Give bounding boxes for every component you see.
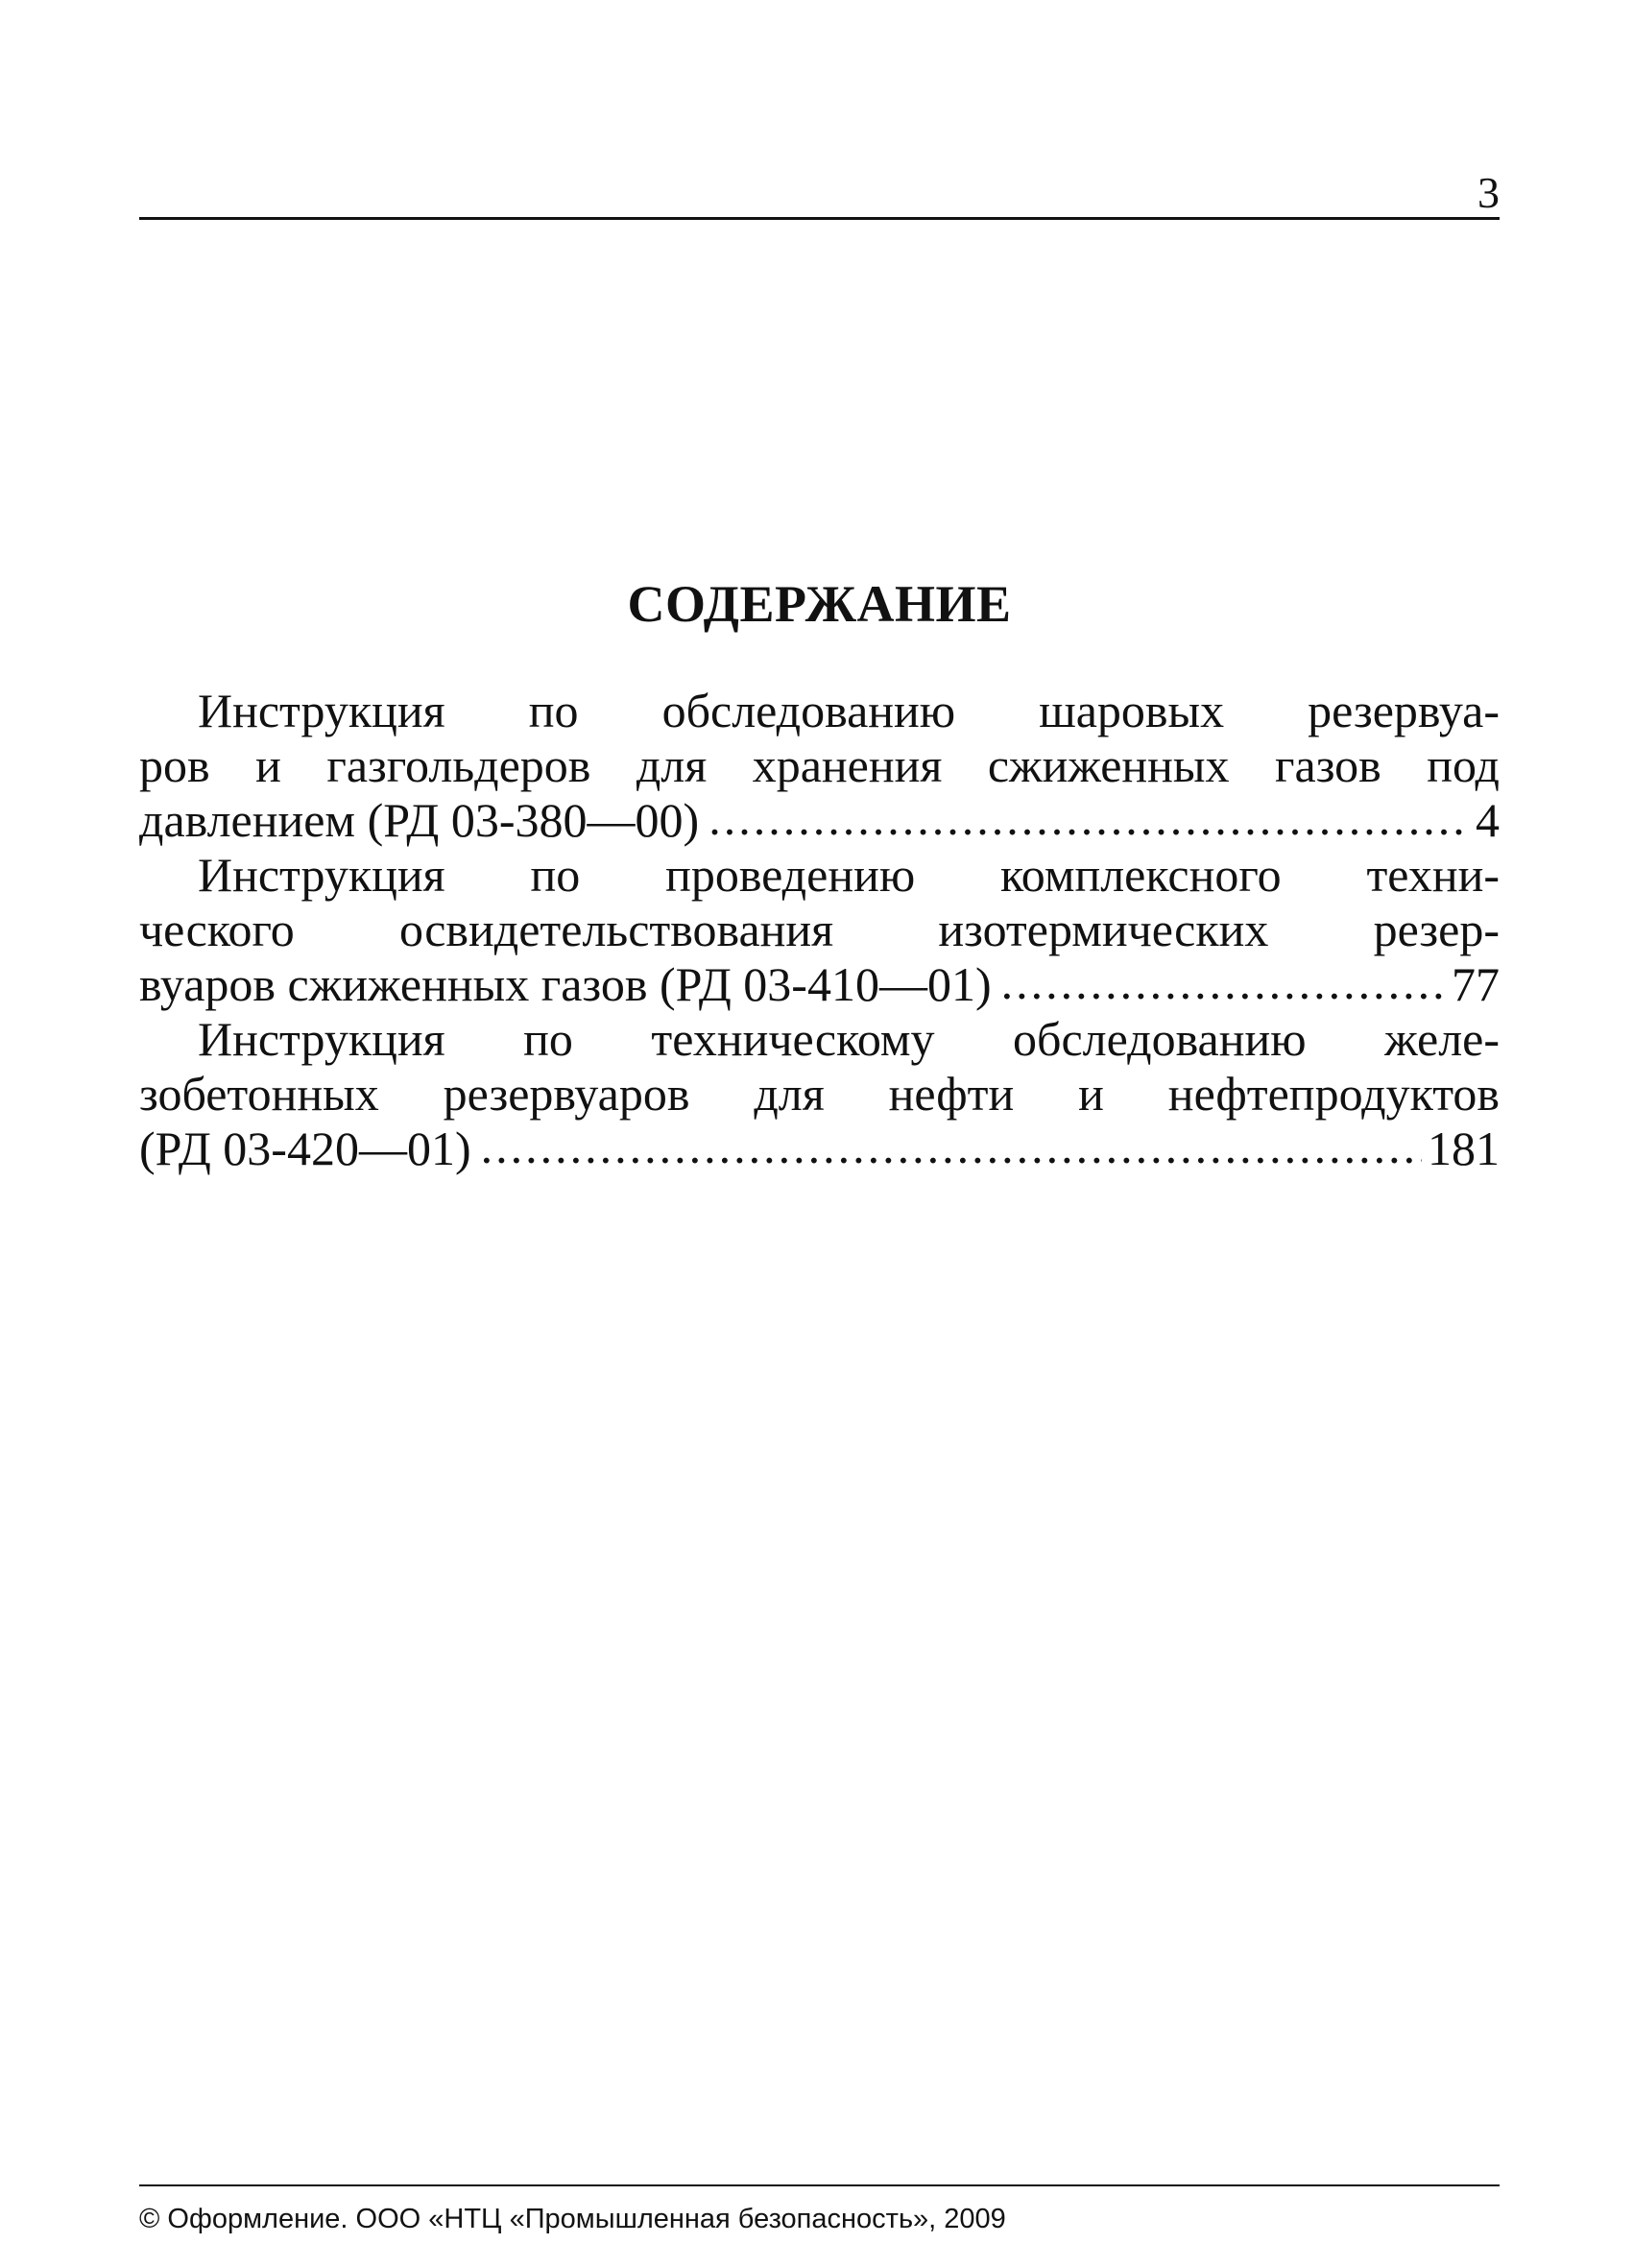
- toc-entry-line: (РД 03-420—01): [139, 1122, 471, 1175]
- dot-leader: [481, 1120, 1422, 1174]
- toc-entry-line: вуаров сжиженных газов (РД 03-410—01): [139, 957, 992, 1011]
- toc-entry-line: зобетонных резервуаров для нефти и нефтепродуктов: [139, 1067, 1500, 1121]
- header-rule: [139, 217, 1500, 220]
- footer-rule: [139, 2184, 1500, 2186]
- toc-entry-last-line: [139, 793, 1500, 848]
- toc-entry-rd-03-380[interactable]: [139, 684, 1500, 848]
- toc-title: СОДЕРЖАНИЕ: [627, 575, 1012, 633]
- toc-entry-line: Инструкция по проведению комплексного техни-: [198, 848, 1500, 902]
- toc-entry-last-line: [139, 957, 1500, 1012]
- dot-leader: [1001, 955, 1446, 1010]
- toc-page-number: 181: [1428, 1122, 1500, 1175]
- toc-entry-line: Инструкция по обследованию шаровых резервуа-: [198, 684, 1500, 737]
- table-of-contents: [139, 684, 1500, 1176]
- toc-entry-line: ров и газгольдеров для хранения сжиженных газов под: [139, 738, 1500, 792]
- copyright-footer: © Оформление. ООО «НТЦ «Промышленная безопасность», 2009: [139, 2204, 1006, 2234]
- toc-page-number: 4: [1476, 793, 1500, 847]
- toc-entry-last-line: [139, 1122, 1500, 1176]
- toc-entry-rd-03-410[interactable]: [139, 848, 1500, 1012]
- page-number: 3: [1477, 168, 1500, 217]
- toc-entry-line: Инструкция по техническому обследованию желе-: [198, 1012, 1500, 1066]
- toc-entry-rd-03-420[interactable]: [139, 1012, 1500, 1176]
- dot-leader: [708, 791, 1470, 846]
- toc-page-number: 77: [1452, 957, 1500, 1011]
- toc-entry-line: давлением (РД 03-380—00): [139, 793, 700, 847]
- toc-entry-line: ческого освидетельствования изотермических резер-: [139, 903, 1500, 956]
